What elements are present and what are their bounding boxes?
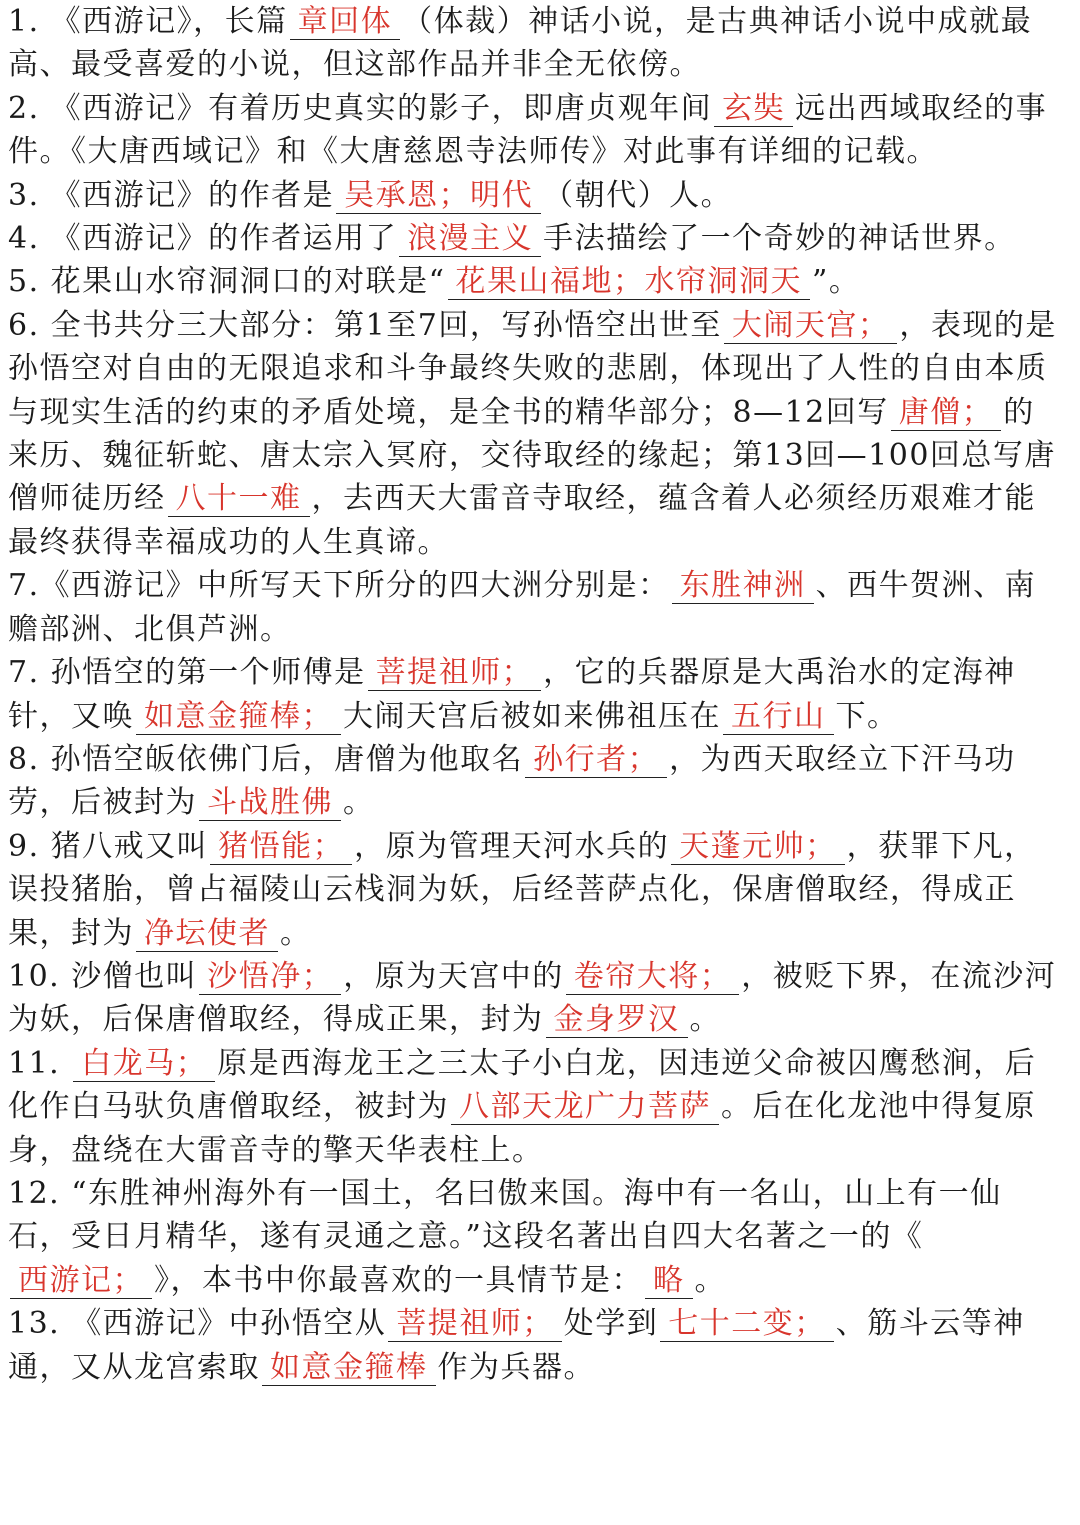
answer-blank[interactable]: 东胜神洲: [672, 569, 814, 604]
question-text: ，去西天大雷音寺取经，蕴含着人必须经历艰难才能最终获得幸福成功的人生真谛。: [8, 481, 1036, 560]
answer-blank[interactable]: 七十二变；: [660, 1307, 834, 1342]
question-text: 3. 《西游记》的作者是: [8, 177, 335, 213]
answer-blank[interactable]: 净坛使者: [136, 917, 278, 952]
question-text: 。: [689, 1002, 721, 1038]
answer-blank[interactable]: 浪漫主义: [399, 222, 541, 257]
question-3: [8, 174, 1060, 217]
answer-blank[interactable]: 菩提祖师；: [388, 1307, 562, 1342]
answer-blank[interactable]: 八部天龙广力菩萨: [451, 1090, 719, 1125]
answer-blank[interactable]: 五行山: [723, 700, 834, 735]
question-text: ”。: [812, 264, 861, 300]
question-text: 1. 《西游记》，长篇: [8, 4, 288, 39]
question-text: 4. 《西游记》的作者运用了: [8, 221, 398, 257]
answer-blank[interactable]: 卷帘大将；: [566, 960, 740, 995]
question-text: 手法描绘了一个奇妙的神话世界。: [543, 221, 1016, 257]
question-text: 作为兵器。: [437, 1349, 595, 1385]
question-text: ，原为管理天河水兵的: [354, 828, 670, 864]
answer-blank[interactable]: 大闹天宫；: [724, 309, 898, 344]
question-11: [8, 955, 1060, 1042]
answer-blank[interactable]: 吴承恩；明代: [336, 179, 541, 214]
answer-blank[interactable]: 略: [645, 1264, 693, 1299]
question-text: 的来历、魏征斩蛇、唐太宗入冥府，交待取经的缘起；第13回—100回总写唐僧师徒历经: [8, 394, 1056, 517]
question-4: [8, 217, 1060, 260]
question-text: 7. 孙悟空的第一个师傅是: [8, 655, 366, 691]
question-text: 7.《西游记》中所写天下所分的四大洲分别是：: [8, 568, 670, 604]
question-10: [8, 825, 1060, 955]
question-text: 11.: [8, 1045, 72, 1081]
question-7: [8, 564, 1060, 651]
question-text: 12. “东胜神州海外有一国土，名曰傲来国。海中有一名山，山上有一仙石，受日月精华，遂有灵通之意。”这段名著出自四大名著之一的《: [8, 1175, 1002, 1255]
question-1: [8, 0, 1060, 87]
question-13: [8, 1172, 1060, 1302]
question-text: 9. 猪八戒又叫: [8, 828, 209, 864]
question-text: 。: [280, 915, 312, 951]
question-text: 6. 全书共分三大部分：第1至7回，写孙悟空出世至: [8, 307, 722, 343]
question-text: 2. 《西游记》有着历史真实的影子，即唐贞观年间: [8, 90, 713, 126]
question-list: [8, 0, 1060, 1389]
answer-blank[interactable]: 章回体: [290, 5, 401, 40]
question-text: 。: [694, 1262, 726, 1298]
question-text: ，获罪下凡，误投猪胎，曾占福陵山云栈洞为妖，后经菩萨点化，保唐僧取经，得成正果，封为: [8, 828, 1036, 951]
question-text: 8. 孙悟空皈依佛门后，唐僧为他取名: [8, 741, 524, 777]
question-text: （体裁）神话小说，是古典神话小说中成就最高、最受喜爱的小说，但这部作品并非全无依傍。: [8, 4, 1033, 83]
question-12: [8, 1042, 1060, 1172]
answer-blank[interactable]: 沙悟净；: [199, 960, 341, 995]
answer-blank[interactable]: 八十一难: [168, 482, 310, 517]
question-6: [8, 304, 1060, 564]
question-9: [8, 738, 1060, 825]
question-text: 13. 《西游记》中孙悟空从: [8, 1306, 387, 1342]
answer-blank[interactable]: 如意金箍棒: [262, 1351, 436, 1386]
answer-blank[interactable]: 玄奘: [714, 92, 793, 127]
answer-blank[interactable]: 天蓬元帅；: [671, 830, 845, 865]
answer-blank[interactable]: 斗战胜佛: [199, 786, 341, 821]
question-text: 、西牛贺洲、南赡部洲、北俱芦洲。: [8, 568, 1037, 647]
question-14: [8, 1302, 1060, 1389]
question-text: （朝代）人。: [543, 177, 733, 213]
answer-blank[interactable]: 如意金箍棒；: [136, 700, 341, 735]
question-text: 、筋斗云等神通，又从龙宫索取: [8, 1306, 1025, 1385]
answer-blank[interactable]: 白龙马；: [73, 1047, 215, 1082]
question-text: ，为西天取经立下汗马功劳，后被封为: [8, 741, 1016, 821]
question-text: 原是西海龙王之三太子小白龙，因违逆父命被囚鹰愁涧，后化作白马驮负唐僧取经，被封为: [8, 1045, 1037, 1125]
question-text: ，表现的是孙悟空对自由的无限追求和斗争最终失败的悲剧，体现出了人性的自由本质与现实生活的约束的矛盾处境，是全书的精华部分；8—12回写: [8, 307, 1057, 430]
answer-blank[interactable]: 金身罗汉: [546, 1003, 688, 1038]
question-2: [8, 87, 1060, 174]
answer-blank[interactable]: 菩提祖师；: [368, 656, 542, 691]
question-text: 大闹天宫后被如来佛祖压在: [343, 698, 721, 734]
answer-blank[interactable]: 西游记；: [10, 1264, 152, 1299]
question-8: [8, 651, 1060, 738]
answer-blank[interactable]: 花果山福地；水帘洞洞天: [448, 265, 811, 300]
answer-blank[interactable]: 猪悟能；: [210, 830, 352, 865]
question-text: 》，本书中你最喜欢的一具情节是：: [154, 1262, 643, 1298]
question-text: 远出西域取经的事件。《大唐西域记》和《大唐慈恩寺法师传》对此事有详细的记载。: [8, 90, 1048, 170]
question-5: [8, 260, 1060, 303]
question-text: ，被贬下界，在流沙河为妖，后保唐僧取经，得成正果，封为: [8, 958, 1057, 1038]
question-text: ，它的兵器原是大禹治水的定海神针，又唤: [8, 655, 1016, 734]
answer-blank[interactable]: 唐僧；: [891, 396, 1002, 431]
question-text: 。后在化龙池中得复原身，盘绕在大雷音寺的擎天华表柱上。: [8, 1089, 1036, 1168]
answer-blank[interactable]: 孙行者；: [525, 743, 667, 778]
question-text: 处学到: [563, 1306, 659, 1342]
question-text: 。: [343, 785, 375, 821]
question-text: 10. 沙僧也叫: [8, 958, 198, 994]
question-text: 5. 花果山水帘洞洞口的对联是“: [8, 264, 446, 300]
question-text: ，原为天宫中的: [343, 958, 564, 994]
question-text: 下。: [835, 698, 899, 734]
